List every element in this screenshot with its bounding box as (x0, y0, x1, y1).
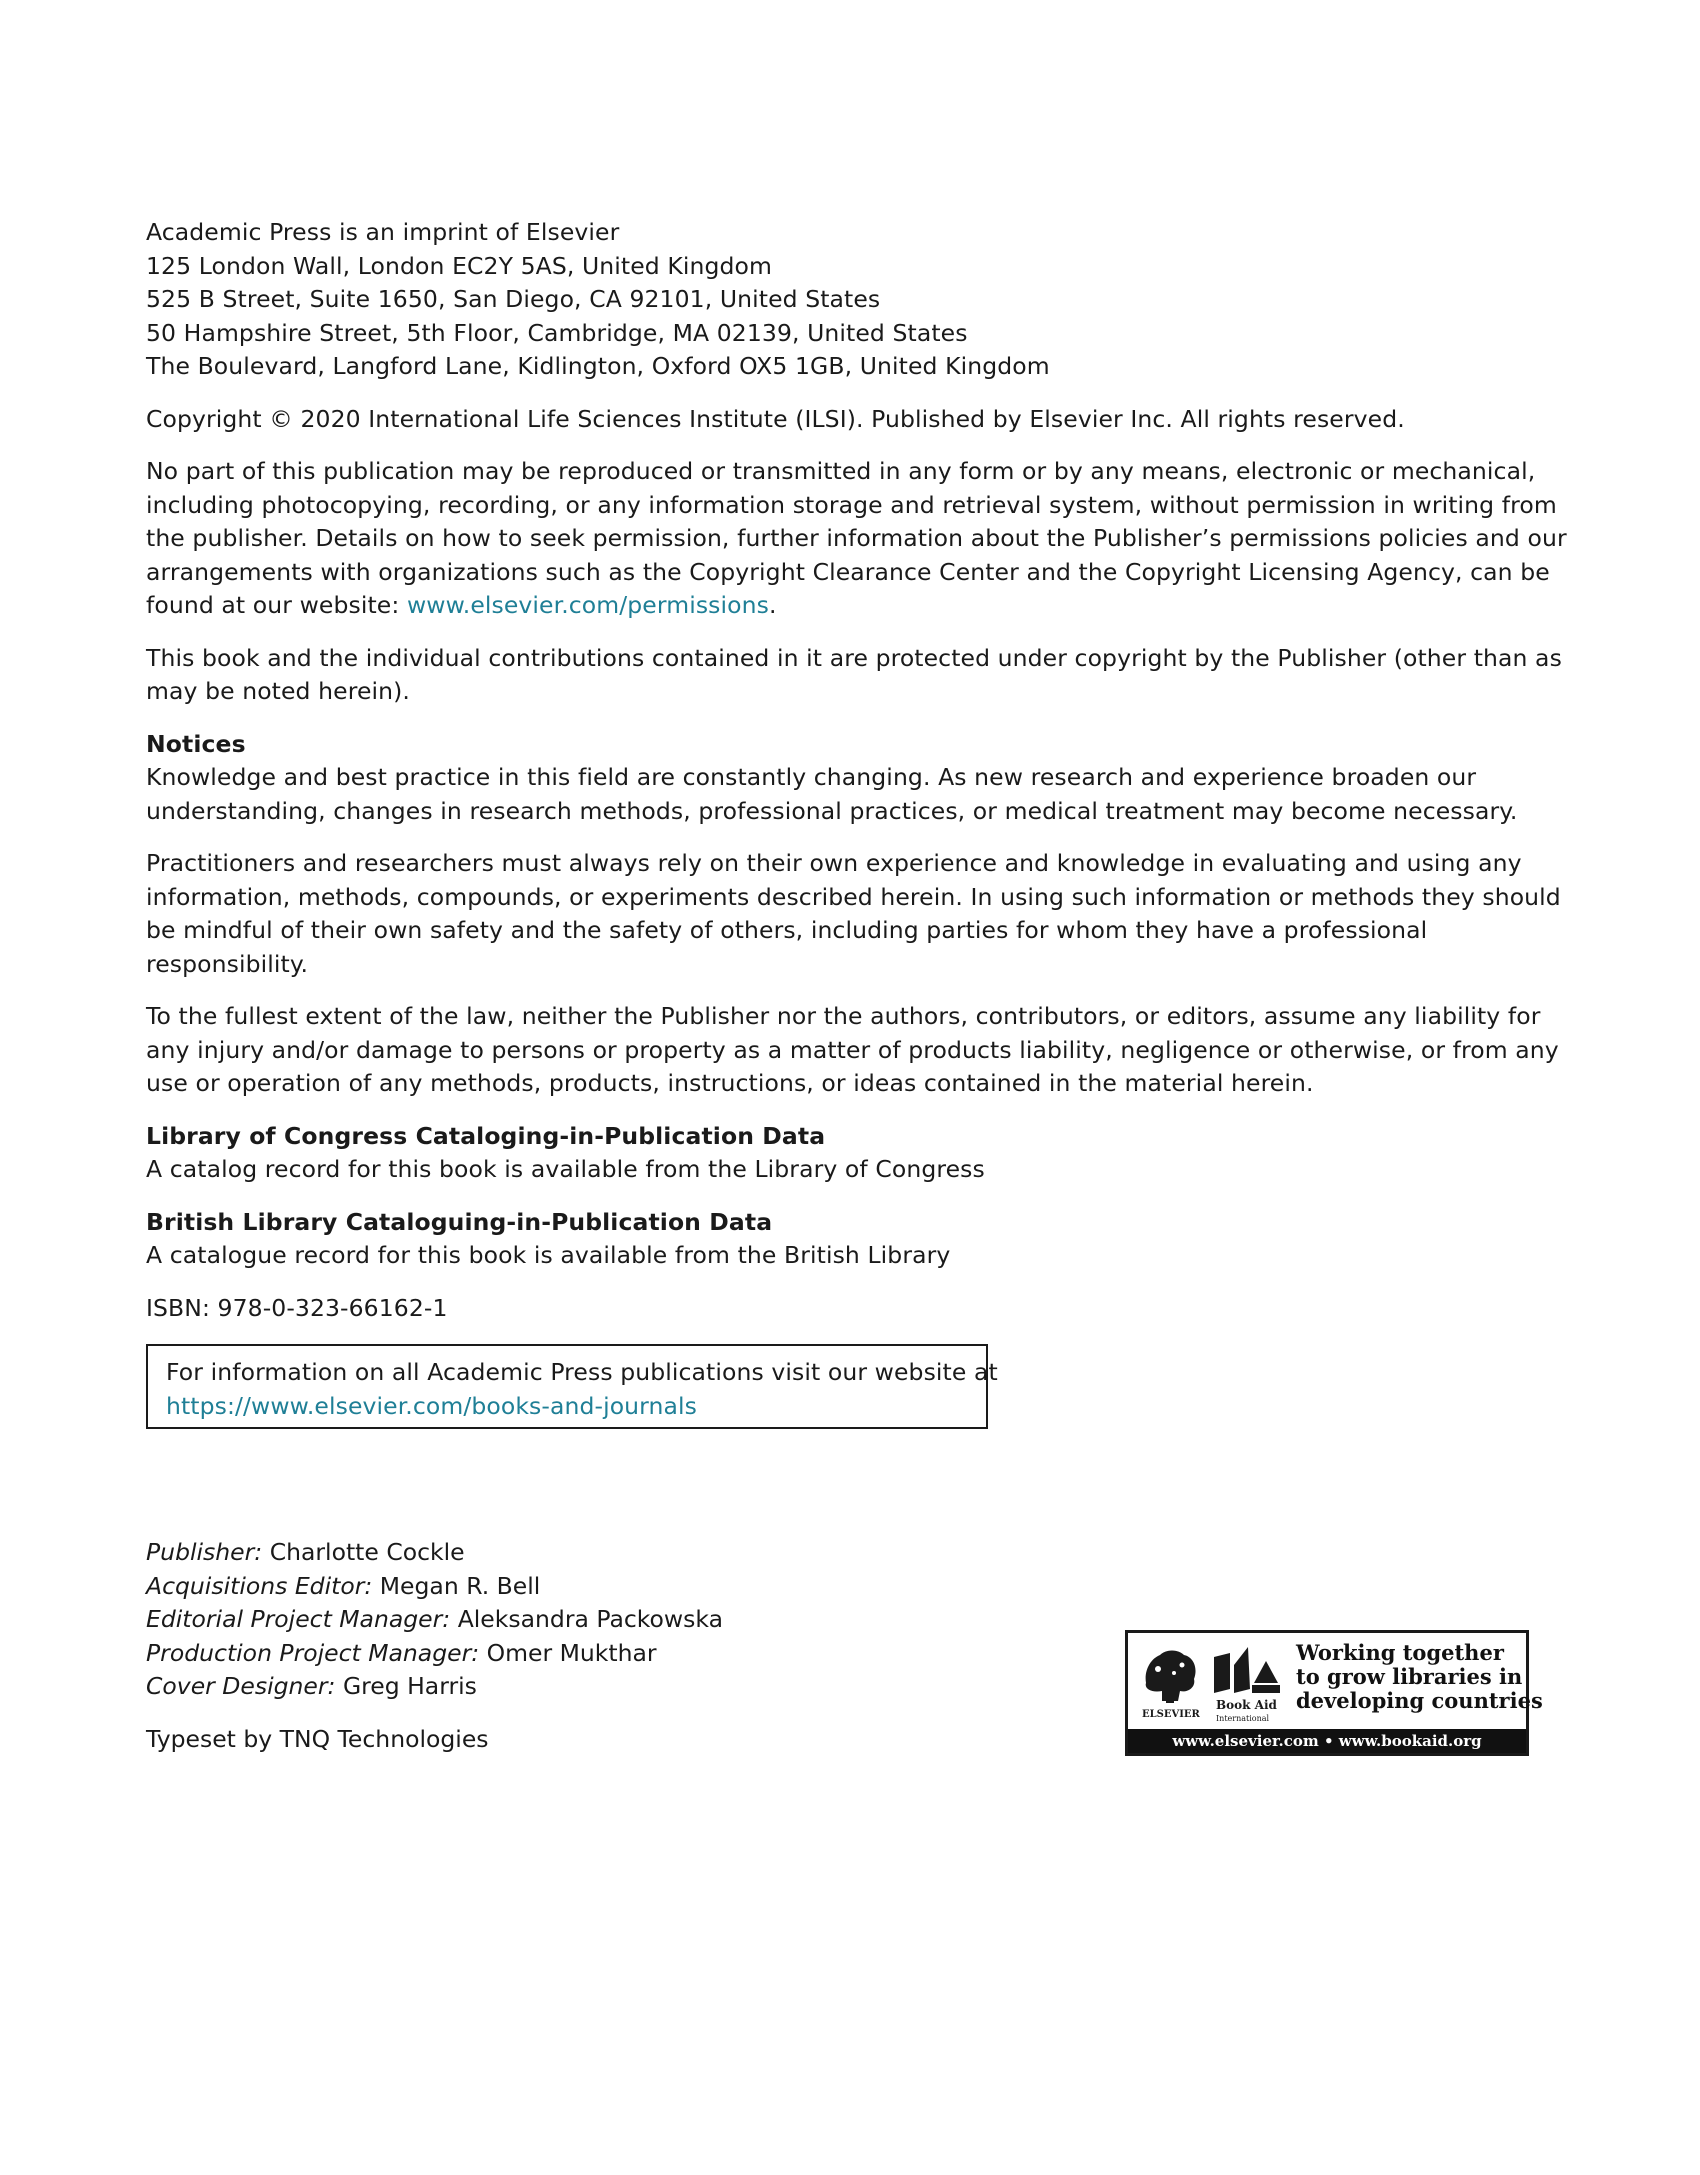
credit-role: Production Project Manager: (146, 1638, 480, 1667)
credit-name: Omer Mukthar (479, 1638, 657, 1667)
loc-heading: Library of Congress Cataloging-in-Publication Data (146, 1121, 826, 1150)
production-credits (146, 1536, 723, 1756)
credit-name: Greg Harris (335, 1672, 477, 1700)
page-content (146, 216, 1567, 1429)
credit-name: Aleksandra Packowska (450, 1605, 723, 1633)
bl-text: A catalogue record for this book is available from the British Library (146, 1241, 951, 1269)
credit-acquisitions-editor (146, 1570, 723, 1604)
bookaid-sub-wordmark: International (1216, 1714, 1270, 1723)
notices-line: understanding, changes in research methods, professional practices, or medical treatment may become necessary. (146, 796, 1518, 825)
credit-role: Cover Designer: (146, 1672, 336, 1700)
imprint-block (146, 216, 1546, 384)
protection-block (146, 642, 1562, 709)
credit-name: Charlotte Cockle (262, 1538, 465, 1566)
imprint-line: The Boulevard, Langford Lane, Kidlington, Oxford OX5 1GB, United Kingdom (146, 352, 1050, 380)
credit-editorial-project-manager (146, 1603, 723, 1637)
permissions-block (146, 455, 1567, 623)
credit-production-project-manager (146, 1637, 723, 1671)
liability-line: use or operation of any methods, products, instructions, or ideas contained in the material herein. (146, 1069, 1314, 1097)
notices-line: Knowledge and best practice in this field are constantly changing. As new research and experience broaden our (146, 763, 1477, 791)
tagline-line: to grow libraries in (1296, 1664, 1523, 1689)
tagline-line: developing countries (1296, 1688, 1543, 1713)
publications-info-box (146, 1344, 998, 1429)
loc-text: A catalog record for this book is available from the Library of Congress (146, 1155, 985, 1183)
credit-publisher (146, 1536, 723, 1570)
info-box-text: For information on all Academic Press publications visit our website at (166, 1358, 998, 1386)
notices-heading: Notices (146, 729, 246, 758)
bookaid-wordmark: Book Aid (1216, 1698, 1277, 1712)
bookaid-url-bar: www.elsevier.com • www.bookaid.org (1128, 1729, 1526, 1753)
elsevier-bookaid-icon (1138, 1643, 1288, 1725)
isbn: ISBN: 978-0-323-66162-1 (146, 1293, 448, 1322)
credit-role: Editorial Project Manager: (146, 1605, 451, 1633)
practitioners-line: information, methods, compounds, or experiments described herein. In using such information or methods they should (146, 882, 1561, 911)
permissions-last-line (146, 589, 1546, 623)
liability-block (146, 1000, 1559, 1101)
imprint-line: Academic Press is an imprint of Elsevier (146, 218, 620, 246)
isbn-block (146, 1292, 1546, 1326)
book-aid-logo (1125, 1630, 1543, 1756)
tagline-line: Working together (1296, 1640, 1504, 1665)
copyright-notice (146, 403, 1546, 437)
permissions-line: No part of this publication may be reproduced or transmitted in any form or by any means, electronic or mechanical, (146, 457, 1536, 485)
elsevier-wordmark: ELSEVIER (1142, 1709, 1200, 1720)
credit-cover-designer (146, 1670, 723, 1704)
credit-name: Megan R. Bell (372, 1571, 541, 1600)
imprint-line: 525 B Street, Suite 1650, San Diego, CA 92101, United States (146, 285, 881, 313)
protection-line: may be noted herein). (146, 677, 410, 705)
practitioners-line: responsibility. (146, 949, 309, 978)
liability-line: To the fullest extent of the law, neither the Publisher nor the authors, contributors, or editors, assume any liability for (146, 1002, 1541, 1030)
imprint-line: 50 Hampshire Street, 5th Floor, Cambridge, MA 02139, United States (146, 318, 968, 347)
copyright-line: Copyright © 2020 International Life Sciences Institute (ILSI). Published by Elsevier Inc. All rights reserved. (146, 404, 1405, 433)
typeset-credit: Typeset by TNQ Technologies (146, 1724, 489, 1753)
imprint-line: 125 London Wall, London EC2Y 5AS, United Kingdom (146, 251, 773, 280)
permissions-line: the publisher. Details on how to seek permission, further information about the Publisher’s permissions policies and our (146, 524, 1567, 552)
permissions-line: including photocopying, recording, or any information storage and retrieval system, without permission in writing from (146, 490, 1557, 519)
permissions-link[interactable]: www.elsevier.com/permissions (406, 591, 769, 619)
credit-role: Acquisitions Editor: (146, 1571, 373, 1600)
bookaid-tagline (1296, 1641, 1543, 1713)
permissions-prefix: found at our website: (146, 591, 407, 619)
loc-block (146, 1120, 1546, 1187)
notices-block (146, 728, 1546, 829)
practitioners-block (146, 847, 1561, 981)
info-box-link[interactable]: https://www.elsevier.com/books-and-journals (166, 1391, 697, 1420)
bl-block (146, 1206, 1546, 1273)
permissions-suffix: . (768, 591, 777, 619)
credit-role: Publisher: (146, 1538, 263, 1566)
practitioners-line: be mindful of their own safety and the safety of others, including parties for whom they have a professional (146, 916, 1428, 944)
permissions-line: arrangements with organizations such as the Copyright Clearance Center and the Copyright Licensing Agency, can be (146, 557, 1550, 586)
practitioners-line: Practitioners and researchers must always rely on their own experience and knowledge in evaluating and using any (146, 849, 1522, 877)
bl-heading: British Library Cataloguing-in-Publication Data (146, 1207, 773, 1236)
liability-line: any injury and/or damage to persons or property as a matter of products liability, negligence or otherwise, or from any (146, 1035, 1559, 1064)
protection-line: This book and the individual contributions contained in it are protected under copyright by the Publisher (other than as (146, 643, 1562, 672)
